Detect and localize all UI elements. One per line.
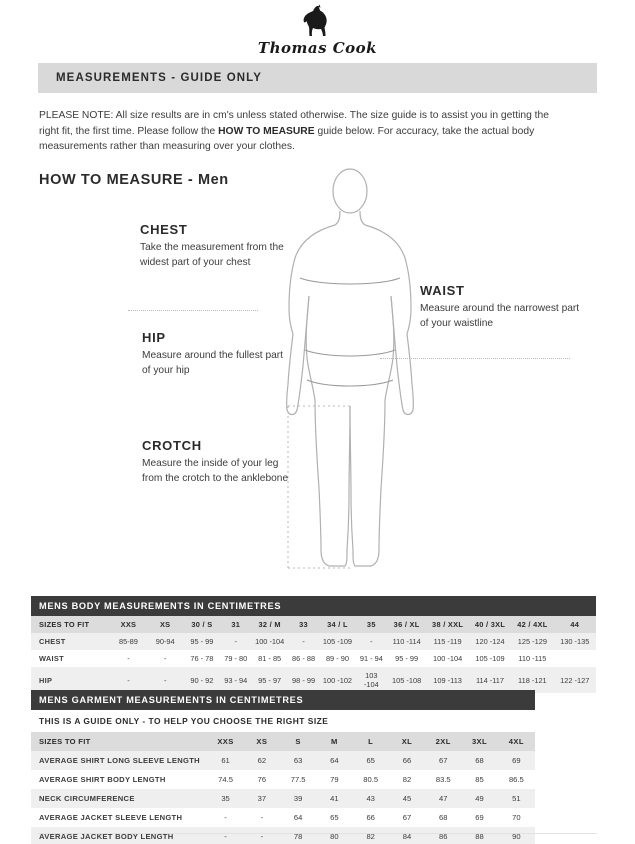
- garment-cell: 66: [402, 756, 412, 765]
- garment-cell: 82: [366, 832, 375, 841]
- garment-cell: 88: [475, 832, 484, 841]
- body-cell: 109 -113: [433, 675, 462, 685]
- brand-logo: [0, 4, 635, 57]
- leader-line-chest: [128, 310, 258, 311]
- garment-cell: 78: [293, 832, 303, 841]
- body-cell: 98 - 99: [292, 675, 316, 685]
- body-header-cell: 40 / 3XL: [474, 620, 506, 629]
- garment-header-cell: 4XL: [508, 737, 524, 746]
- garment-header-cell: SIZES TO FIT: [39, 737, 91, 746]
- garment-cell: 65: [366, 756, 375, 765]
- table-row: [31, 827, 535, 844]
- intro-text-part2: guide below. For accuracy, take the actual body measurements rather than measuring over your clothes.: [39, 125, 535, 152]
- garment-cell: 80.5: [363, 775, 379, 784]
- body-measurements-table: [31, 616, 596, 693]
- body-header-cell: XXS: [120, 620, 137, 629]
- garment-header-cell: 3XL: [471, 737, 488, 746]
- body-cell: 125 -129: [517, 637, 547, 646]
- garment-cell: -: [260, 832, 264, 841]
- body-cell: -: [163, 654, 167, 663]
- garment-row-label: AVERAGE SHIRT LONG SLEEVE LENGTH: [39, 756, 200, 765]
- garment-cell: 74.5: [218, 775, 233, 784]
- body-cell: 122 -127: [560, 675, 590, 685]
- body-cell: 110 -114: [392, 637, 421, 646]
- callout-hip-text: Measure around the fullest part of your hip: [142, 350, 284, 376]
- body-header-cell: 31: [231, 620, 241, 629]
- garment-measurements-title: MENS GARMENT MEASUREMENTS IN CENTIMETRES: [31, 690, 535, 710]
- table-row: [31, 770, 535, 789]
- callout-hip-title: HIP: [142, 330, 166, 345]
- body-cell: 100 -102: [322, 675, 353, 685]
- callout-chest-title: CHEST: [140, 222, 188, 237]
- body-cell: -: [163, 675, 167, 685]
- body-header-cell: 34 / L: [327, 620, 348, 629]
- body-cell: -: [370, 637, 373, 646]
- garment-row-label: AVERAGE JACKET SLEEVE LENGTH: [39, 813, 183, 822]
- garment-cell: 66: [366, 813, 375, 822]
- body-cell: -: [234, 637, 238, 646]
- body-header-cell: 36 / XL: [393, 620, 420, 629]
- body-cell: 100 -104: [255, 637, 285, 646]
- garment-cell: -: [224, 813, 227, 822]
- callout-waist-title: WAIST: [420, 283, 465, 298]
- body-cell: 81 - 85: [258, 654, 282, 663]
- garment-row-label: NECK CIRCUMFERENCE: [39, 794, 135, 803]
- body-header-cell: 33: [299, 620, 308, 629]
- body-cell: 89 - 90: [325, 654, 349, 663]
- brand-name: Thomas Cook: [257, 39, 378, 57]
- body-measurements-table-block: [31, 596, 596, 693]
- garment-header-cell: 2XL: [435, 737, 451, 746]
- table-row: [31, 633, 596, 650]
- callout-hip: [142, 330, 292, 378]
- callout-crotch-title: CROTCH: [142, 438, 202, 453]
- table-row: [31, 650, 596, 667]
- body-cell: 95 - 97: [258, 675, 282, 685]
- body-cell: 100 -104: [433, 654, 463, 663]
- body-row-label: CHEST: [39, 637, 66, 646]
- garment-cell: 68: [475, 756, 484, 765]
- body-cell: 120 -124: [475, 637, 505, 646]
- body-header-cell: SIZES TO FIT: [39, 620, 90, 629]
- body-row-label: WAIST: [39, 654, 64, 663]
- garment-header-cell: XL: [401, 737, 413, 746]
- garment-header-cell: L: [368, 737, 374, 746]
- garment-cell: 70: [512, 813, 521, 822]
- body-cell: -: [302, 637, 305, 646]
- callout-chest: [140, 222, 290, 270]
- garment-cell: 76: [257, 775, 267, 784]
- callout-waist: [420, 283, 580, 331]
- body-cell: 95 - 99: [395, 654, 419, 663]
- garment-header-cell: XS: [256, 737, 268, 746]
- garment-cell: 67: [402, 813, 412, 822]
- garment-cell: -: [260, 813, 264, 822]
- garment-cell: 63: [293, 756, 303, 765]
- garment-cell: 90: [512, 832, 521, 841]
- intro-paragraph: [39, 108, 559, 155]
- body-cell: 93 - 94: [224, 675, 248, 685]
- garment-cell: 85: [475, 775, 484, 784]
- body-table-header-row: [31, 616, 596, 633]
- garment-cell: 80: [330, 832, 339, 841]
- garment-cell: 47: [439, 794, 448, 803]
- body-header-cell: 35: [366, 620, 376, 629]
- leader-line-waist: [380, 358, 570, 359]
- garment-cell: 86.5: [508, 775, 524, 784]
- body-cell: 95 - 99: [190, 637, 214, 646]
- table-row: [31, 808, 535, 827]
- garment-cell: 62: [257, 756, 267, 765]
- body-header-cell: XS: [159, 620, 171, 629]
- body-cell: [554, 650, 596, 667]
- garment-cell: 86: [439, 832, 448, 841]
- body-header-cell: 42 / 4XL: [517, 620, 548, 629]
- body-cell: 85-89: [119, 637, 138, 646]
- callout-crotch: [142, 438, 292, 486]
- garment-measurements-table: [31, 732, 535, 844]
- callout-waist-text: Measure around the narrowest part of your waistline: [420, 303, 580, 329]
- body-cell: 114 -117: [475, 675, 505, 685]
- garment-cell: 37: [257, 794, 267, 803]
- body-cell: 118 -121: [518, 675, 547, 685]
- table-row: [31, 789, 535, 808]
- body-cell: 76 - 78: [190, 654, 214, 663]
- footer-divider: [38, 833, 597, 834]
- body-cell: 79 - 80: [224, 654, 248, 663]
- garment-cell: 77.5: [290, 775, 306, 784]
- body-cell: 130 -135: [560, 637, 590, 646]
- garment-cell: 82: [402, 775, 412, 784]
- garment-cell: 69: [512, 756, 521, 765]
- garment-cell: 83.5: [435, 775, 451, 784]
- body-header-cell: 38 / XXL: [432, 620, 464, 629]
- body-cell: 105 -109: [322, 637, 353, 646]
- intro-emphasis: HOW TO MEASURE: [218, 125, 315, 137]
- garment-cell: 64: [293, 813, 303, 822]
- body-cell: 91 - 94: [359, 654, 383, 663]
- garment-measurements-subtitle: THIS IS A GUIDE ONLY - TO HELP YOU CHOOSE THE RIGHT SIZE: [31, 710, 535, 732]
- garment-cell: 61: [221, 756, 230, 765]
- body-header-cell: 32 / M: [258, 620, 281, 629]
- body-cell: 115 -119: [433, 637, 462, 646]
- garment-cell: 67: [439, 756, 448, 765]
- garment-header-cell: S: [295, 737, 301, 746]
- intro-text-part1: PLEASE NOTE: All size results are in cm's unless stated otherwise. The size guide is to assist you in getting the right fit, the first time. Please follow the: [39, 110, 549, 137]
- body-measurements-title: MENS BODY MEASUREMENTS IN CENTIMETRES: [31, 596, 596, 616]
- garment-cell: 35: [221, 794, 230, 803]
- body-cell: 105 -109: [475, 654, 505, 663]
- body-cell: 86 - 88: [292, 654, 316, 663]
- body-cell: 110 -115: [518, 654, 547, 663]
- garment-cell: 69: [475, 813, 484, 822]
- body-row-label: HIP: [39, 675, 53, 685]
- garment-cell: 39: [293, 794, 303, 803]
- garment-cell: 64: [330, 756, 339, 765]
- garment-row-label: AVERAGE JACKET BODY LENGTH: [39, 832, 174, 841]
- body-header-cell: 30 / S: [191, 620, 213, 629]
- measurements-header-band: [38, 63, 597, 93]
- garment-header-cell: XXS: [217, 737, 234, 746]
- body-cell: -: [127, 654, 130, 663]
- table-row: [31, 751, 535, 770]
- garment-cell: 45: [402, 794, 412, 803]
- page-title: MEASUREMENTS - GUIDE ONLY: [56, 72, 262, 84]
- garment-cell: 68: [439, 813, 448, 822]
- garment-cell: 51: [512, 794, 521, 803]
- garment-table-header-row: [31, 732, 535, 751]
- garment-measurements-table-block: [31, 690, 535, 844]
- body-cell: 90-94: [155, 637, 175, 646]
- body-cell: 105 -108: [392, 675, 422, 685]
- garment-cell: 79: [330, 775, 339, 784]
- body-cell: -: [127, 675, 130, 685]
- callout-crotch-text: Measure the inside of your leg from the crotch to the anklebone: [142, 458, 289, 484]
- body-cell: 103 -104: [363, 671, 379, 689]
- garment-header-cell: M: [331, 737, 338, 746]
- garment-cell: 43: [366, 794, 375, 803]
- garment-row-label: AVERAGE SHIRT BODY LENGTH: [39, 775, 166, 784]
- body-header-cell: 44: [570, 620, 580, 629]
- callout-chest-text: Take the measurement from the widest part of your chest: [140, 242, 284, 268]
- horse-logo-icon: [295, 4, 341, 38]
- garment-cell: 84: [402, 832, 412, 841]
- garment-cell: -: [224, 832, 227, 841]
- body-cell: 90 - 92: [190, 675, 214, 685]
- garment-cell: 49: [475, 794, 484, 803]
- garment-cell: 65: [330, 813, 339, 822]
- how-to-measure-heading: HOW TO MEASURE - Men: [39, 172, 229, 188]
- garment-cell: 41: [330, 794, 339, 803]
